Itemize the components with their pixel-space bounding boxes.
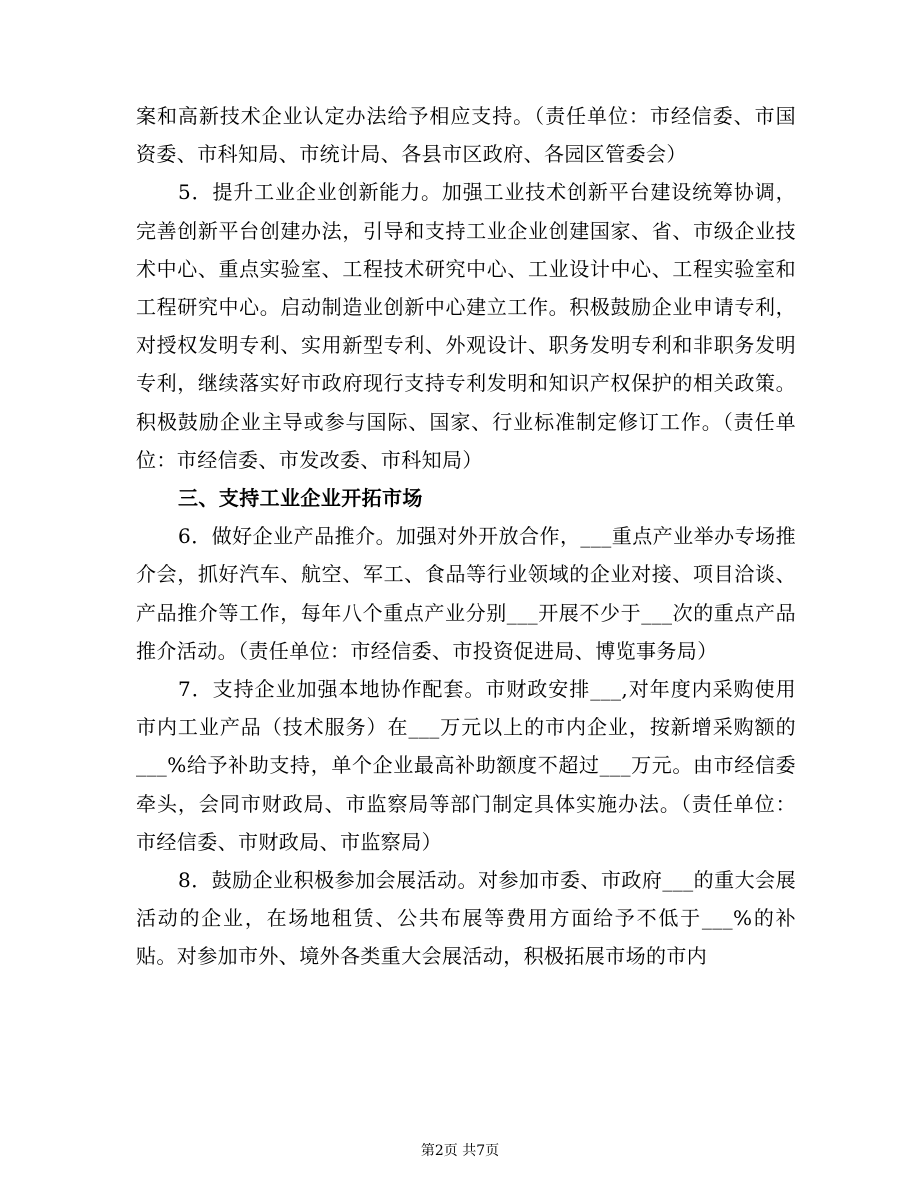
- paragraph-continuation: 案和高新技术企业认定办法给予相应支持。（责任单位：市经信委、市国资委、市科知局、市统计局、各县市区政府、各园区管委会）: [136, 104, 796, 167]
- paragraph-item-5: 5．提升工业企业创新能力。加强工业技术创新平台建设统筹协调，完善创新平台创建办法，引导和支持工业企业创建国家、省、市级企业技术中心、重点实验室、工程技术研究中心、工业设计中心、工程实验室和工程研究中心。启动制造业创新中心建立工作。积极鼓励企业申请专利，对授权发明专利、实用新型专利、外观设计、职务发明专利和非职务发明专利，继续落实好市政府现行支持专利发明和知识产权保护的相关政策。积极鼓励企业主导或参与国际、国家、行业标准制定修订工作。（责任单位：市经信委、市发改委、市科知局）: [136, 180, 796, 472]
- paragraph-item-7: 7．支持企业加强本地协作配套。市财政安排___,对年度内采购使用市内工业产品（技术服务）在___万元以上的市内企业，按新增采购额的___%给予补助支持，单个企业最高补助额度不超过___万元。由市经信委牵头，会同市财政局、市监察局等部门制定具体实施办法。（责任单位：市经信委、市财政局、市监察局）: [136, 677, 796, 854]
- section-heading-3: 三、支持工业企业开拓市场: [178, 486, 423, 511]
- document-body: [136, 97, 796, 976]
- paragraph-item-8: 8．鼓励企业积极参加会展活动。对参加市委、市政府___的重大会展活动的企业，在场地租赁、公共布展等费用方面给予不低于___%的补贴。对参加市外、境外各类重大会展活动，积极拓展市场的市内: [136, 868, 796, 969]
- page-number-footer: 第2页 共7页: [420, 1143, 500, 1159]
- paragraph-item-6: 6．做好企业产品推介。加强对外开放合作，___重点产业举办专场推介会，抓好汽车、航空、军工、食品等行业领域的企业对接、项目洽谈、产品推介等工作，每年八个重点产业分别___开展不少于___次的重点产品推介活动。（责任单位：市经信委、市投资促进局、博览事务局）: [136, 524, 796, 663]
